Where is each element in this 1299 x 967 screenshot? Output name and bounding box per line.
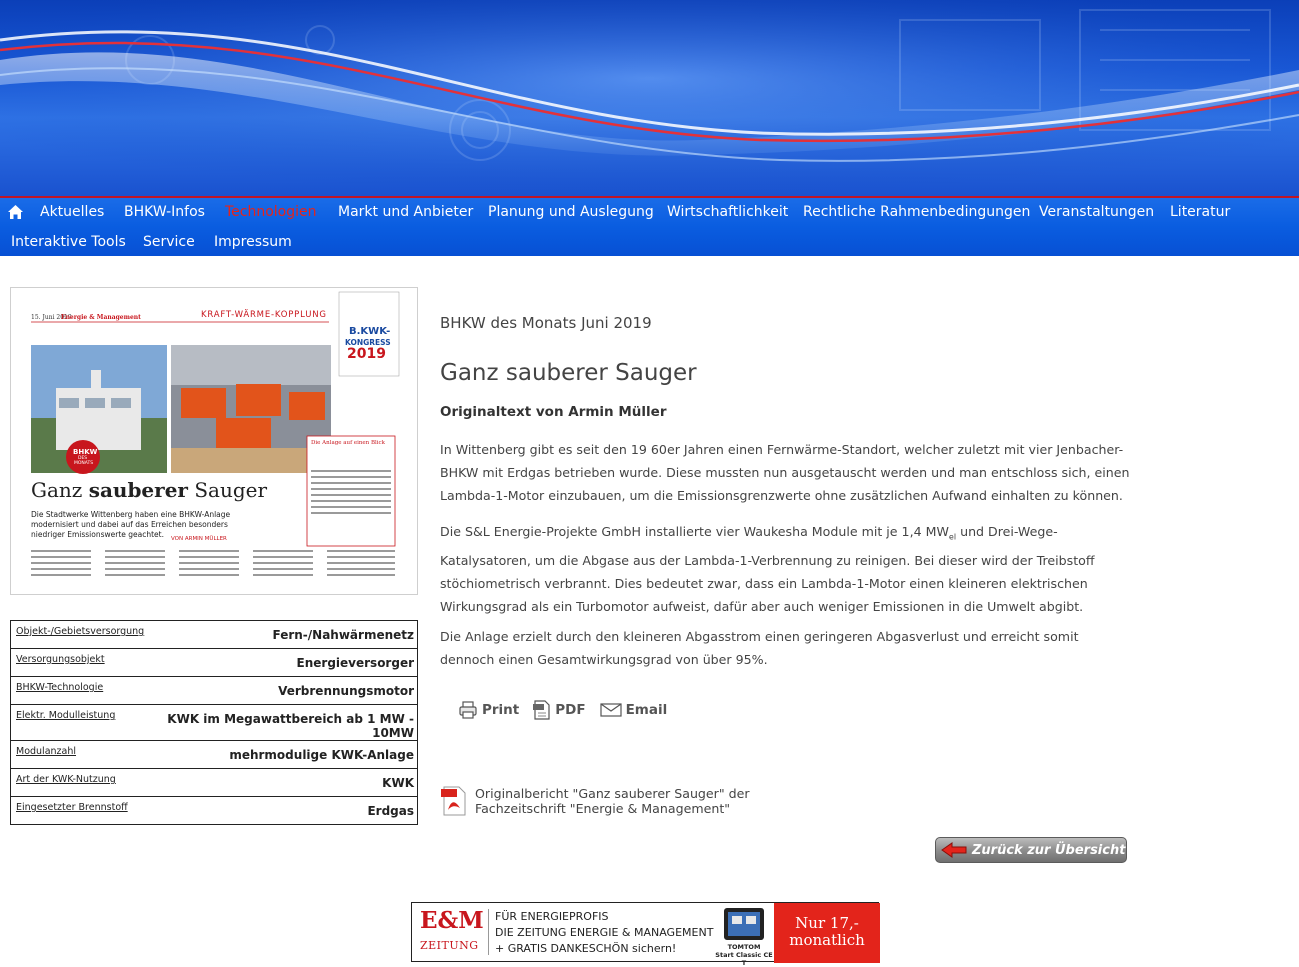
info-row: [11, 797, 418, 825]
home-icon[interactable]: [7, 204, 24, 220]
info-value: KWK im Megawattbereich ab 1 MW - 10MW: [151, 705, 418, 741]
kongress-logo-year: 2019: [347, 346, 386, 362]
info-value: Verbrennungsmotor: [151, 677, 418, 705]
main-navigation: [0, 196, 1299, 256]
kongress-logo-mid: KONGRESS: [345, 338, 391, 347]
device-model: Start Classic CE T: [715, 951, 773, 967]
info-label-modulanzahl[interactable]: Modulanzahl: [11, 741, 151, 769]
nav-item-literatur[interactable]: Literatur: [1170, 204, 1231, 220]
article-byline: Originaltext von Armin Müller: [440, 404, 667, 420]
info-label-objekt-gebietsversorgung[interactable]: Objekt-/Gebietsversorgung: [11, 621, 151, 649]
arrow-left-icon: [940, 841, 968, 859]
nav-item-veranstaltungen[interactable]: Veranstaltungen: [1039, 204, 1155, 220]
pdf-document-icon: [441, 786, 467, 816]
info-label-art-der-kwk-nutzung[interactable]: Art der KWK-Nutzung: [11, 769, 151, 797]
ad-price-cta[interactable]: Nur 17,- monatlich: [774, 903, 880, 963]
pdf-button[interactable]: PDF: [533, 700, 585, 720]
article-paragraph-3: Die Anlage erzielt durch den kleineren Abgasstrom einen geringeren Abgasverlust und erreicht somit dennoch einen Gesamtwirkungsgrad von über 95%.: [440, 629, 1079, 667]
printer-icon: [458, 700, 478, 720]
article-tools: [458, 700, 681, 720]
nav-item-wirtschaftlichkeit[interactable]: Wirtschaftlichkeit: [667, 204, 789, 220]
nav-item-aktuelles[interactable]: Aktuelles: [40, 204, 105, 220]
subscription-ad-banner[interactable]: [411, 902, 879, 967]
nav-item-rechtliche-rahmenbedingungen[interactable]: Rechtliche Rahmenbedingungen: [803, 204, 1031, 220]
badge-line-1: BHKW: [73, 448, 98, 456]
info-row: [11, 769, 418, 797]
preview-date: 15. Juni 2019: [31, 314, 72, 321]
envelope-icon: [600, 702, 622, 718]
ad-text: FÜR ENERGIEPROFIS DIE ZEITUNG ENERGIE & MANAGEMENT + GRATIS DANKESCHÖN sichern!: [495, 910, 714, 955]
article-preview-image[interactable]: [10, 287, 418, 595]
preview-author: VON ARMIN MÜLLER: [171, 536, 227, 542]
article-headline: Ganz sauberer Sauger: [440, 360, 697, 386]
info-value: Fern-/Nahwärmenetz: [151, 621, 418, 649]
info-label-eingesetzter-brennstoff[interactable]: Eingesetzter Brennstoff: [11, 797, 151, 825]
nav-item-service[interactable]: Service: [143, 234, 195, 250]
ad-divider: [488, 909, 489, 955]
info-row: [11, 705, 418, 741]
back-to-overview-button[interactable]: Zurück zur Übersicht: [935, 837, 1127, 863]
email-button[interactable]: Email: [600, 702, 668, 718]
preview-topic: KRAFT-WÄRME-KOPPLUNG: [201, 310, 327, 320]
print-button[interactable]: Print: [458, 700, 519, 720]
em-logo: E&M: [420, 907, 484, 934]
info-label-versorgungsobjekt[interactable]: Versorgungsobjekt: [11, 649, 151, 677]
info-value: KWK: [151, 769, 418, 797]
preview-box-title: Die Anlage auf einen Blick: [311, 440, 385, 446]
nav-item-impressum[interactable]: Impressum: [214, 234, 292, 250]
info-row: [11, 649, 418, 677]
info-label-bhkw-technologie[interactable]: BHKW-Technologie: [11, 677, 151, 705]
nav-item-planung-und-auslegung[interactable]: Planung und Auslegung: [488, 204, 654, 220]
nav-item-interaktive-tools[interactable]: Interaktive Tools: [11, 234, 126, 250]
preview-lead: Die Stadtwerke Wittenberg haben eine BHKW-Anlage modernisiert und dabei auf das Erreichen besonders niedriger Emissionswerte geachtet.: [31, 510, 231, 539]
badge-line-3: MONATS: [74, 461, 94, 466]
preview-title: Ganz sauberer Sauger: [31, 478, 268, 502]
navigation-device-image: [714, 906, 774, 967]
info-value: Erdgas: [151, 797, 418, 825]
info-row: [11, 621, 418, 649]
info-value: Energieversorger: [151, 649, 418, 677]
badge-line-2: DES: [78, 456, 88, 461]
info-row: [11, 741, 418, 769]
info-row: [11, 677, 418, 705]
info-label-elektr-modulleistung[interactable]: Elektr. Modulleistung: [11, 705, 151, 741]
nav-item-markt-und-anbieter[interactable]: Markt und Anbieter: [338, 204, 474, 220]
device-brand: TOMTOM: [727, 943, 761, 951]
original-report-link[interactable]: Originalbericht "Ganz sauberer Sauger" der Fachzeitschrift "Energie & Management": [441, 786, 755, 816]
info-value: mehrmodulige KWK-Anlage: [151, 741, 418, 769]
article-kicker: BHKW des Monats Juni 2019: [440, 314, 652, 332]
nav-item-technologien[interactable]: Technologien: [225, 204, 317, 220]
pdf-icon: [533, 700, 551, 720]
em-logo-sub: ZEITUNG: [420, 939, 479, 952]
kongress-logo-top: B.KWK-: [349, 326, 391, 337]
nav-item-bhkw-infos[interactable]: BHKW-Infos: [124, 204, 205, 220]
article-paragraph-2: Die S&L Energie-Projekte GmbH installierte vier Waukesha Module mit je 1,4 $MW_{el}$ und Drei-Wege-Katalysatoren, um die Abgase aus der Lambda-1-Verbrennung zu reinigen. Bei dieser wird der Treibstoff stöchiometrisch verbrannt. Dies bedeutet zwar, dass ein Lambda-1-Motor einen kleineren elektrischen Wirkungsgrad als ein Turbomotor aufweist, dafür aber auch weniger Emissionen in die Umwelt abgibt.: [440, 524, 1095, 614]
header-banner: [0, 0, 1299, 196]
article-paragraph-1: In Wittenberg gibt es seit den 19 60er Jahren einen Fernwärme-Standort, welcher zuletzt mit vier Jenbacher-BHKW mit Erdgas betrieben wurde. Diese mussten nun ausgetauscht werden und man entschloss sich, einen Lambda-1-Motor einzubauen, um die Emissionsgrenzwerte ohne zusätzlichen Aufwand einhalten zu können.: [440, 442, 1130, 503]
preview-section: Energie & Management: [61, 314, 141, 321]
bhkw-info-table: [10, 620, 418, 825]
